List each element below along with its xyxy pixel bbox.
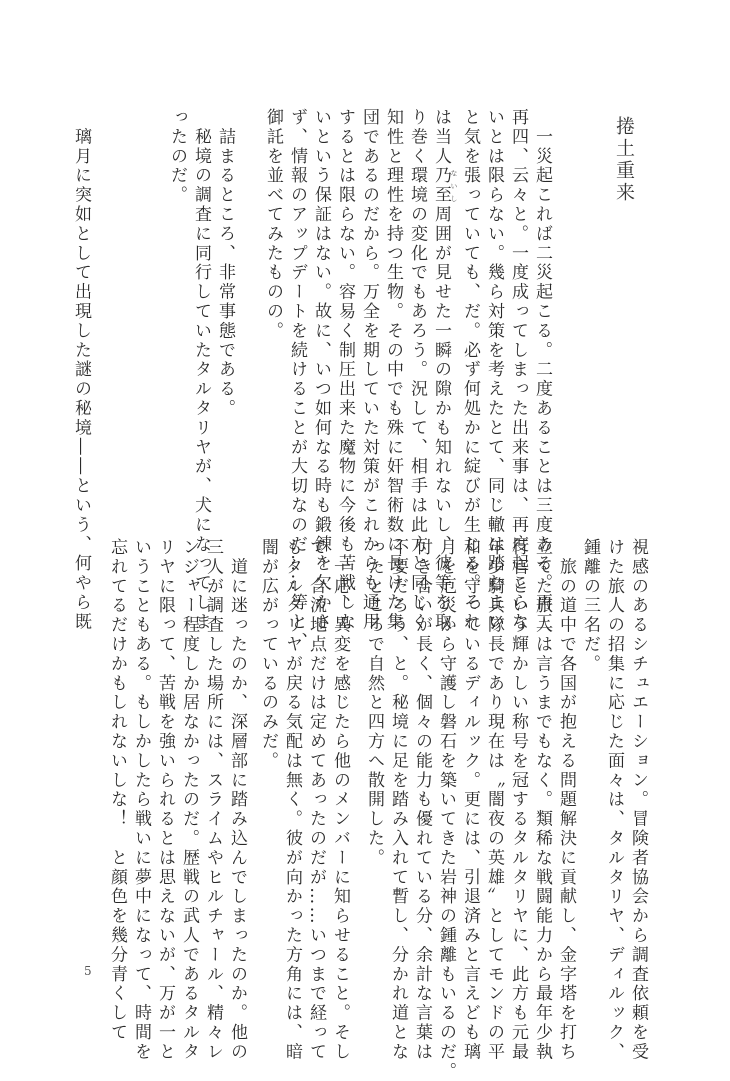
text-column: 一応、異変を感じたら他のメンバーに知らせること。そし <box>330 538 350 1062</box>
text-column: 団であるのだから。万全を期していた対策がこれからも通用 <box>359 108 379 632</box>
text-column: 三人が調査した場所には、スライムやヒルチャール、精々レ <box>203 538 223 1062</box>
text-column: 知性と理性を持つ生物。その中でも殊に奸智術数に長けた集 <box>383 108 403 632</box>
text-column-with-ruby <box>429 108 458 632</box>
text-column: ず、情報のアップデートを続けることが大切なのだ……等と、 <box>287 108 307 652</box>
text-column: もタルタリヤが戻る気配は無く。彼が向かった方角には、暗 <box>282 538 302 1062</box>
text-column: ったところで自然と四方へ散開した。 <box>364 538 384 868</box>
blank-column <box>249 538 256 950</box>
text-column: するとは限らない。容易く制圧出来た魔物に今後も苦戦しな <box>335 108 355 632</box>
page-number: 5 <box>84 964 92 978</box>
text-column: 御託を並べてみたものの。 <box>263 108 283 341</box>
text-column: ンジャー程度しか居なかったのだ。歴戦の武人であるタルタ <box>179 538 199 1062</box>
blank-column <box>117 108 141 520</box>
text-column: り巻く環境の変化でもあろう。況して、相手は此方と同じく <box>407 108 427 632</box>
text-column: 付き合いが長く、個々の能力も優れている分、余計な言葉は <box>412 538 432 1062</box>
text-column: 忘れてるだけかもしれないしな！ と顔色を幾分青くして <box>107 538 127 1043</box>
text-column: ったのだ。 <box>167 108 187 205</box>
text-column: て、合流地点だけは定めてあったのだが……いつまで経って <box>306 538 326 1062</box>
text-column: 再四、云々と。一度成ってしまった出来事は、再度起こらな <box>508 108 528 632</box>
text-column: いという保証はない。故に、いつ如何なる時も鍛錬を欠かさ <box>311 108 331 632</box>
chapter-title: 捲土重来 <box>613 116 635 204</box>
blank-column <box>352 538 362 950</box>
text-column: 秘境の調査に同行していたタルタリヤが、犬になってしま <box>191 108 211 632</box>
text-column: 視感のあるシチュエーション。冒険者協会から調査依頼を受 <box>628 538 648 1062</box>
text-column: 一災起これば二災起こる。二度あることは三度ある。再三 <box>532 108 552 632</box>
lower-text-block <box>50 538 650 1081</box>
ruby-reading: ないし <box>450 166 458 206</box>
text-column: と気を張っていても、だ。必ず何処かに綻びが生じる。それ <box>460 108 480 632</box>
blank-column <box>141 108 165 520</box>
blank-column <box>93 108 117 520</box>
text-column: 月を厄災から守護し磐石を築いてきた岩神の鍾離もいるのだ。 <box>436 538 456 1081</box>
ruby-line-after: 周囲が見せた一瞬の隙かも知れないし、彼等を取 <box>431 205 451 632</box>
text-column: 不要だろう、と。秘境に足を踏み入れて暫し、分かれ道とな <box>388 538 408 1062</box>
text-column: 年少騎兵隊長であり現在は〝闇夜の英雄〟としてモンドの平 <box>484 538 504 1062</box>
text-column: 和を守っているディルック。更には、引退済みと言えども璃 <box>460 538 480 1062</box>
text-column: 闇が広がっているのみだ。 <box>258 538 278 771</box>
text-column: 詰まるところ、非常事態である。 <box>215 108 235 419</box>
blank-column <box>237 108 261 520</box>
text-column: いとは限らない。幾ら対策を考えたとて、同じ轍は踏むまい <box>484 108 504 632</box>
ruby-base: 乃至 <box>431 166 451 206</box>
text-column: 鍾離の三名だ。 <box>580 538 600 674</box>
text-column: けた旅人の招集に応じた面々は、タルタリヤ、ディルック、 <box>604 538 624 1062</box>
text-column: いうこともある。もしかしたら戦いに夢中になって、時間を <box>131 538 151 1062</box>
ruby-line-before: は当人 <box>431 108 451 167</box>
ruby-word <box>431 166 458 206</box>
text-column: 道に迷ったのか、深層部に踏み込んでしまったのか。他の <box>227 538 247 1062</box>
text-column: 旅の道中で各国が抱える問題解決に貢献し、金字塔を打ち <box>556 538 576 1062</box>
text-column: 立てた旅人は言うまでもなく。類稀な戦闘能力から最年少執 <box>532 538 552 1062</box>
text-column: 璃月に突如として出現した謎の秘境――という、何やら既 <box>71 108 91 632</box>
text-column: 行官という輝かしい称号を冠するタルタリヤに、此方も元最 <box>508 538 528 1062</box>
text-column: リヤに限って、苦戦を強いられるとは思えないが、万が一と <box>155 538 175 1062</box>
